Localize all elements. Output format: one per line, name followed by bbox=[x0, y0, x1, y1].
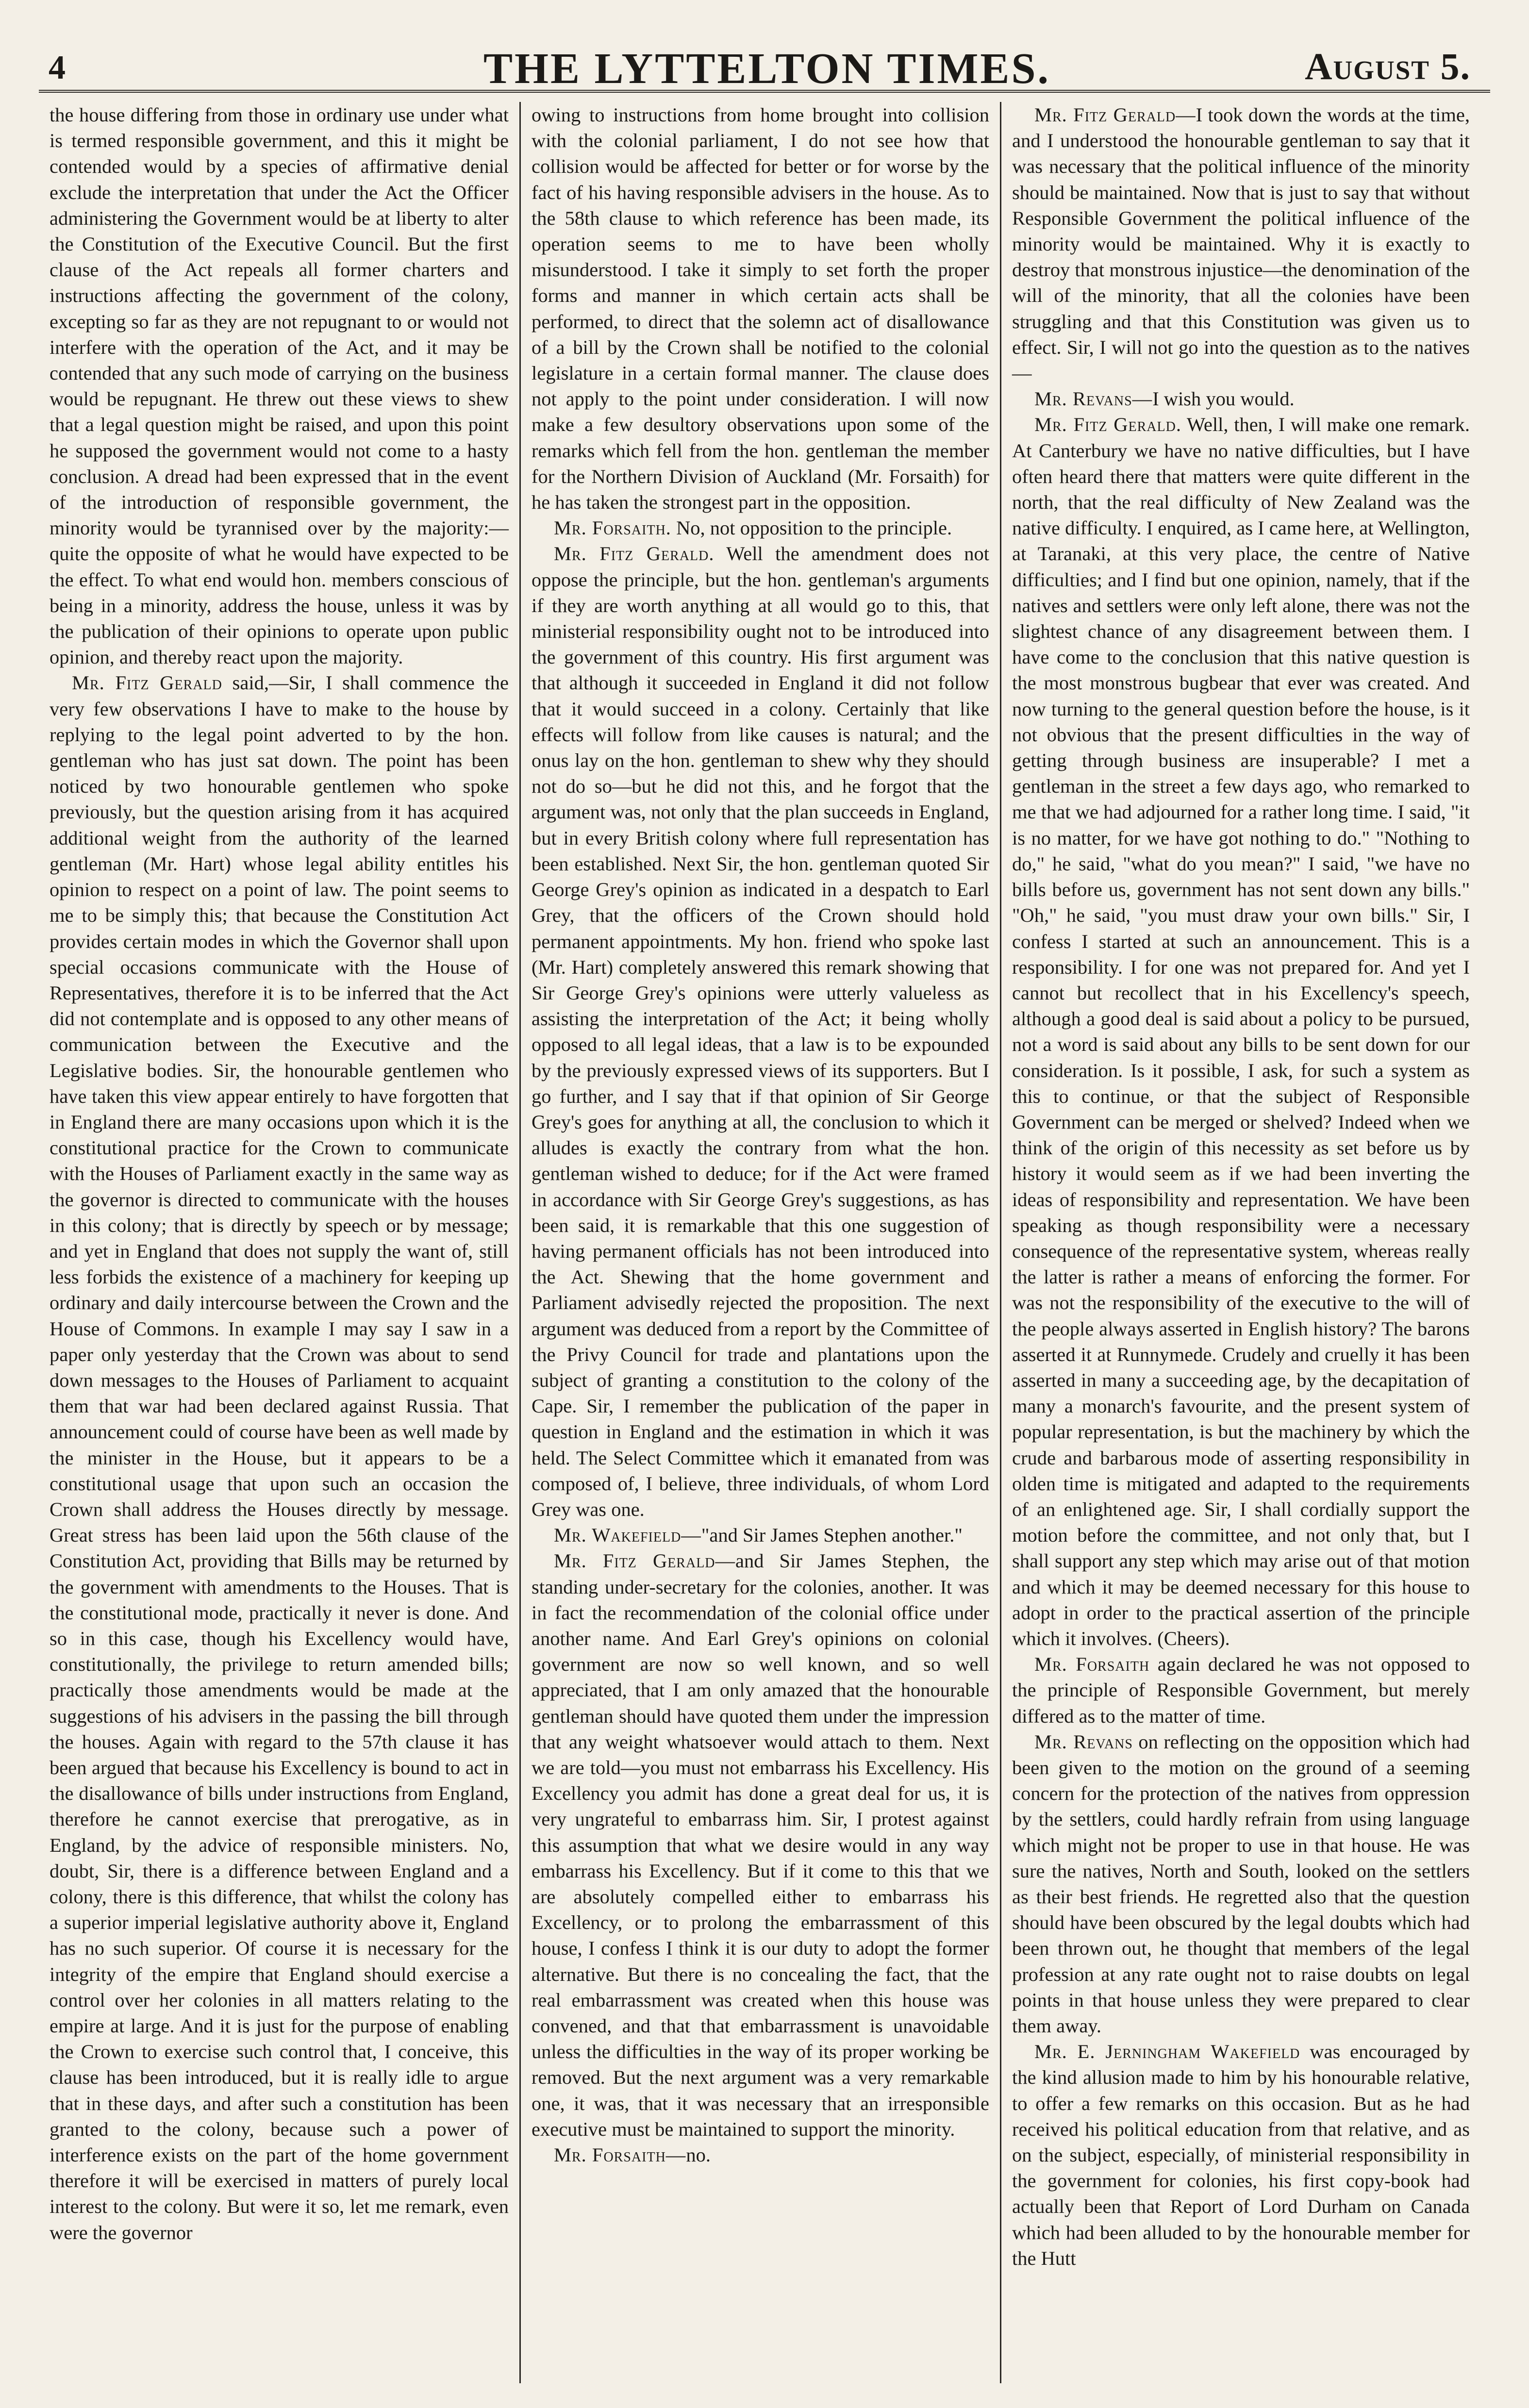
text-columns bbox=[39, 102, 1490, 2383]
page-number: 4 bbox=[49, 49, 66, 86]
paragraph bbox=[50, 670, 509, 2245]
speaker-name: Mr. E. Jerningham Wakefield bbox=[1034, 2041, 1300, 2063]
paragraph bbox=[1012, 1651, 1470, 1729]
paragraph bbox=[1012, 2039, 1470, 2271]
column-3 bbox=[1000, 102, 1480, 2383]
paragraph bbox=[1012, 412, 1470, 1651]
paragraph-text: again declared he was not opposed to the principle of Responsible Government, but merely differed as to the matter of time. bbox=[1012, 1653, 1470, 1727]
speaker-name: Mr. Forsaith bbox=[1034, 1653, 1150, 1676]
paragraph bbox=[1012, 1729, 1470, 2039]
paragraph bbox=[532, 541, 989, 1522]
speaker-name: Mr. Revans— bbox=[1034, 388, 1153, 410]
speaker-name: Mr. Forsaith. bbox=[554, 517, 671, 539]
paragraph-text: the house differing from those in ordinary use under what is termed responsible government, and this it might be contended would by a species of affirmative denial exclude the interpretation that under the Act the Officer administering the Government would be at liberty to alter the Constitution of the Executive Council. But the first clause of the Act repeals all former charters and instructions affecting the government of the colony, excepting so far as they are not repugnant to or would not interfere with the operation of the Act, and it may be contended that any such mode of carrying on the business would be repugnant. He threw out these views to shew that a legal question might be raised, and upon this point he supposed the government would not come to a hasty conclusion. A dread had been expressed that in the event of the introduction of responsible government, the minority would be tyrannised over by the majority:— quite the opposite of what he would have expected to be the effect. To what end would hon. members conscious of being in a minority, address the house, unless it was by the publication of their opinions to operate upon public opinion, and thereby react upon the majority. bbox=[50, 104, 509, 668]
paragraph-text: I took down the words at the time, and I understood the honourable gentleman to say that it was necessary that the political influence of the minority should be maintained. Now that is just to say that without Responsible Government the political influence of the minority would be maintained. Why it is exactly to destroy that monstrous injustice—the denomination of the will of the minority, that all the colonies have been struggling and that this Constitution was given us to effect. Sir, I will not go into the question as to the natives— bbox=[1012, 104, 1470, 384]
column-1 bbox=[39, 102, 519, 2383]
paragraph-text: "and Sir James Stephen another." bbox=[701, 1524, 963, 1546]
speaker-name: Mr. Forsaith— bbox=[554, 2144, 686, 2166]
column-2 bbox=[519, 102, 1000, 2383]
paragraph bbox=[532, 2142, 989, 2168]
speaker-name: Mr. Fitz Gerald— bbox=[1034, 104, 1196, 126]
paragraph-text: No, not opposition to the principle. bbox=[676, 517, 952, 539]
newspaper-page bbox=[39, 19, 1490, 2388]
speaker-name: Mr. Fitz Gerald. bbox=[1034, 414, 1181, 436]
paragraph-text: no. bbox=[686, 2144, 711, 2166]
paragraph-text: and Sir James Stephen, the standing under-secretary for the colonies, another. It was in fact the recommendation of the colonial office under another name. And Earl Grey's opinions on colonial government are now so well known, and so well appreciated, that I am only amazed that the honourable gentleman should have quoted them under the impression that any weight whatsoever would attach to them. Next we are told—you must not embarrass his Excellency. His Excellency you admit has done a great deal for us, it is very ungrateful to embarrass him. Sir, I protest against this assumption that what we desire would in any way embarrass his Excellency. But if it come to this that we are absolutely compelled either to embarrass his Excellency, or to prolong the embarrassment of this house, I confess I think it is our duty to adopt the former alternative. But there is no concealing the fact, that the real embarrassment was created when this house was convened, and that that embarrassment is unavoidable unless the difficulties in the way of its proper working be removed. But the next argument was a very remarkable one, it was, that it was necessary that an irresponsible executive must be maintained to support the minority. bbox=[532, 1550, 989, 2140]
paragraph-text: Well the amendment does not oppose the principle, but the hon. gentleman's arguments if they are worth anything at all would go to this, that ministerial responsibility ought not to be introduced into the government of this country. His first argument was that although it succeeded in England it did not follow that it would succeed in a colony. Certainly that like effects will follow from like causes is natural; and the onus lay on the hon. gentleman to shew why they should not do so—but he did not this, and he forgot that the argument was, not only that the plan succeeds in England, but in every British colony where full representation has been established. Next Sir, the hon. gentleman quoted Sir George Grey's opinion as indicated in a despatch to Earl Grey, that the officers of the Crown should hold permanent appointments. My hon. friend who spoke last (Mr. Hart) completely answered this remark showing that Sir George Grey's opinions were utterly valueless as assisting the interpretation of the Act; it being wholly opposed to all legal ideas, that a law is to be expounded by the previously expressed views of its supporters. But I go further, and I say that if that opinion of Sir George Grey's goes for anything at all, the conclusion to which it alludes is exactly the contrary from what the hon. gentleman wished to deduce; for if the Act were framed in accordance with Sir George Grey's suggestions, as has been said, it is remarkable that this one suggestion of having permanent officials has not been introduced into the Act. Shewing that the home government and Parliament advisedly rejected the proposition. The next argument was deduced from a report by the Committee of the Privy Council for trade and plantations upon the subject of granting a constitution to the colony of the Cape. Sir, I remember the publication of the paper in question in England and the estimation in which it was held. The Select Committee which it emanated from was composed of, I believe, three individuals, of whom Lord Grey was one. bbox=[532, 543, 989, 1520]
speaker-name: Mr. Revans bbox=[1034, 1730, 1133, 1753]
paragraph-text: Well, then, I will make one remark. At Canterbury we have no native difficulties, but I have often heard there that matters were quite different in the north, that the real difficulty of New Zealand was the native difficulty. I enquired, as I came here, at Wellington, at Taranaki, at this very place, the centre of Native difficulties; and I find but one opinion, namely, that if the natives and settlers were only left alone, there was not the slightest chance of any disagreement between them. I have come to the conclusion that this native question is the most monstrous bugbear that ever was created. And now turning to the general question before the house, is it not obvious that the present difficulties in the way of getting through business are insuperable? I met a gentleman in the street a few days ago, who remarked to me that we had adjourned for a rather long time. I said, "it is no matter, for we have got nothing to do." "Nothing to do," he said, "what do you mean?" I said, "we have no bills before us, government has not sent down any bills." "Oh," he said, "you must draw your own bills." Sir, I confess I started at such an announcement. This is a responsibility. I for one was not prepared for. And yet I cannot but recollect that in his Excellency's speech, although a good deal is said about a policy to be pursued, not a word is said about any bills to be sent down for our consideration. Is it possible, I ask, for such a system as this to continue, or that the subject of Responsible Government can be merged or shelved? Indeed when we think of the origin of this necessity as set before us by history it would seem as if we had been inverting the ideas of responsibility and representation. We have been speaking as though responsibility were a necessary consequence of the representative system, whereas really the latter is rather a means of enforcing the former. For was not the responsibility of the executive to the will of the people always asserted in English history? The barons asserted it at Runnymede. Crudely and cruelly it has been asserted in many a succeeding age, by the decapitation of many a monarch's favourite, and the present system of popular representation, is but the machinery by which the crude and barbarous mode of asserting responsibility in olden time is mitigated and adapted to the requirements of an enlightened age. Sir, I shall cordially support the motion before the committee, and not only that, but I shall support any step which may arise out of that motion and which it may be deemed necessary for this house to adopt in order to the practical assertion of the principle which it involves. (Cheers). bbox=[1012, 414, 1470, 1649]
speaker-name: Mr. Fitz Gerald— bbox=[554, 1550, 736, 1572]
paragraph bbox=[532, 1548, 989, 2142]
page-header bbox=[39, 19, 1490, 92]
paragraph bbox=[1012, 102, 1470, 386]
paragraph-text: on reflecting on the opposition which had been given to the motion on the ground of a seeming concern for the protection of the natives from oppression by the settlers, could hardly refrain from using language which might not be proper to use in that house. He was sure the natives, North and South, looked on the settlers as their best friends. He regretted also that the question should have been obscured by the legal doubts which had been thrown out, he thought that members of the legal profession at any rate ought not to raise doubts on legal points in that house unless they were prepared to clear them away. bbox=[1012, 1730, 1470, 2037]
speaker-name: Mr. Fitz Gerald bbox=[72, 672, 222, 694]
speaker-name: Mr. Fitz Gerald. bbox=[554, 543, 715, 565]
paragraph bbox=[50, 102, 509, 670]
paragraph-text: said,—Sir, I shall commence the very few observations I have to make to the house by replying to the legal point adverted to by the hon. gentleman who has just sat down. The point has been noticed by two honourable gentlemen who spoke previously, but the question arising from it has acquired additional weight from the authority of the learned gentleman (Mr. Hart) whose legal ability entitles his opinion to respect on a point of law. The point seems to me to be simply this; that because the Constitution Act provides certain modes in which the Governor shall upon special occasions communicate with the House of Representatives, therefore it is to be inferred that the Act did not contemplate and is opposed to any other means of communication between the Executive and the Legislative bodies. Sir, the honourable gentlemen who have taken this view appear entirely to have forgotten that in England there are many occasions upon which it is the constitutional practice for the Crown to communicate with the Houses of Parliament exactly in the same way as the governor is directed to communicate with the houses in this colony; that is directly by speech or by message; and yet in England that does not supply the want of, still less forbids the existence of a machinery for keeping up ordinary and daily intercourse between the Crown and the House of Commons. In example I may say I saw in a paper only yesterday that the Crown was about to send down messages to the Houses of Parliament to acquaint them that war had been declared against Russia. That announcement could of course have been as well made by the minister in the House, but it appears to be a constitutional usage that upon such an occasion the Crown shall address the Houses directly by message. Great stress has been laid upon the 56th clause of the Constitution Act, providing that Bills may be returned by the government with amendments to the Houses. That is the constitutional mode, practically it never is done. And so in this case, though his Excellency would have, constitutionally, the privilege to return amended bills; practically those amendments would be made at the suggestions of his advisers in the passing the bill through the houses. Again with regard to the 57th clause it has been argued that because his Excellency is bound to act in the disallowance of bills under instructions from England, therefore he cannot exercise that prerogative, as in England, by the advice of responsible ministers. No, doubt, Sir, there is a difference between England and a colony, there is this difference, that whilst the colony has a superior imperial legislative authority above it, England has no such superior. Of course it is necessary for the integrity of the empire that England should exercise a control over her colonies in all matters relating to the empire at large. And it is just for the purpose of enabling the Crown to exercise such control that, I conceive, this clause has been introduced, but it is really idle to argue that in these days, and after such a constitution has been granted to the colony, because such a power of interference exists on the part of the home government therefore it will be exercised in matters of purely local interest to the colony. But were it so, let me remark, even were the governor bbox=[50, 672, 509, 2243]
paragraph bbox=[1012, 386, 1470, 412]
paragraph bbox=[532, 102, 989, 515]
paragraph bbox=[532, 1522, 989, 1548]
header-rule bbox=[39, 90, 1490, 93]
masthead-title: THE LYTTELTON TIMES. bbox=[483, 45, 1051, 93]
paragraph bbox=[532, 515, 989, 541]
paragraph-text: was encouraged by the kind allusion made to him by his honourable relative, to offer a few remarks on this occasion. But as he had received his political education from that relative, and as on the subject, especially, of ministerial responsibility in the government for colonies, his first copy-book had actually been that Report of Lord Durham on Canada which had been alluded to by the honourable member for the Hutt bbox=[1012, 2041, 1470, 2269]
paragraph-text: I wish you would. bbox=[1152, 388, 1295, 410]
issue-date: August 5. bbox=[1305, 45, 1471, 87]
speaker-name: Mr. Wakefield— bbox=[554, 1524, 701, 1546]
paragraph-text: owing to instructions from home brought into collision with the colonial parliament, I do not see how that collision would be affected for better or for worse by the fact of his having responsible advisers in the house. As to the 58th clause to which reference has been made, its operation seems to me to have been wholly misunderstood. I take it simply to set forth the proper forms and manner in which certain acts shall be performed, to direct that the solemn act of disallowance of a bill by the Crown shall be notified to the colonial legislature in a certain formal manner. The clause does not apply to the point under consideration. I will now make a few desultory observations upon some of the remarks which fell from the hon. gentleman the member for the Northern Division of Auckland (Mr. Forsaith) for he has taken the strongest part in the opposition. bbox=[532, 104, 989, 514]
